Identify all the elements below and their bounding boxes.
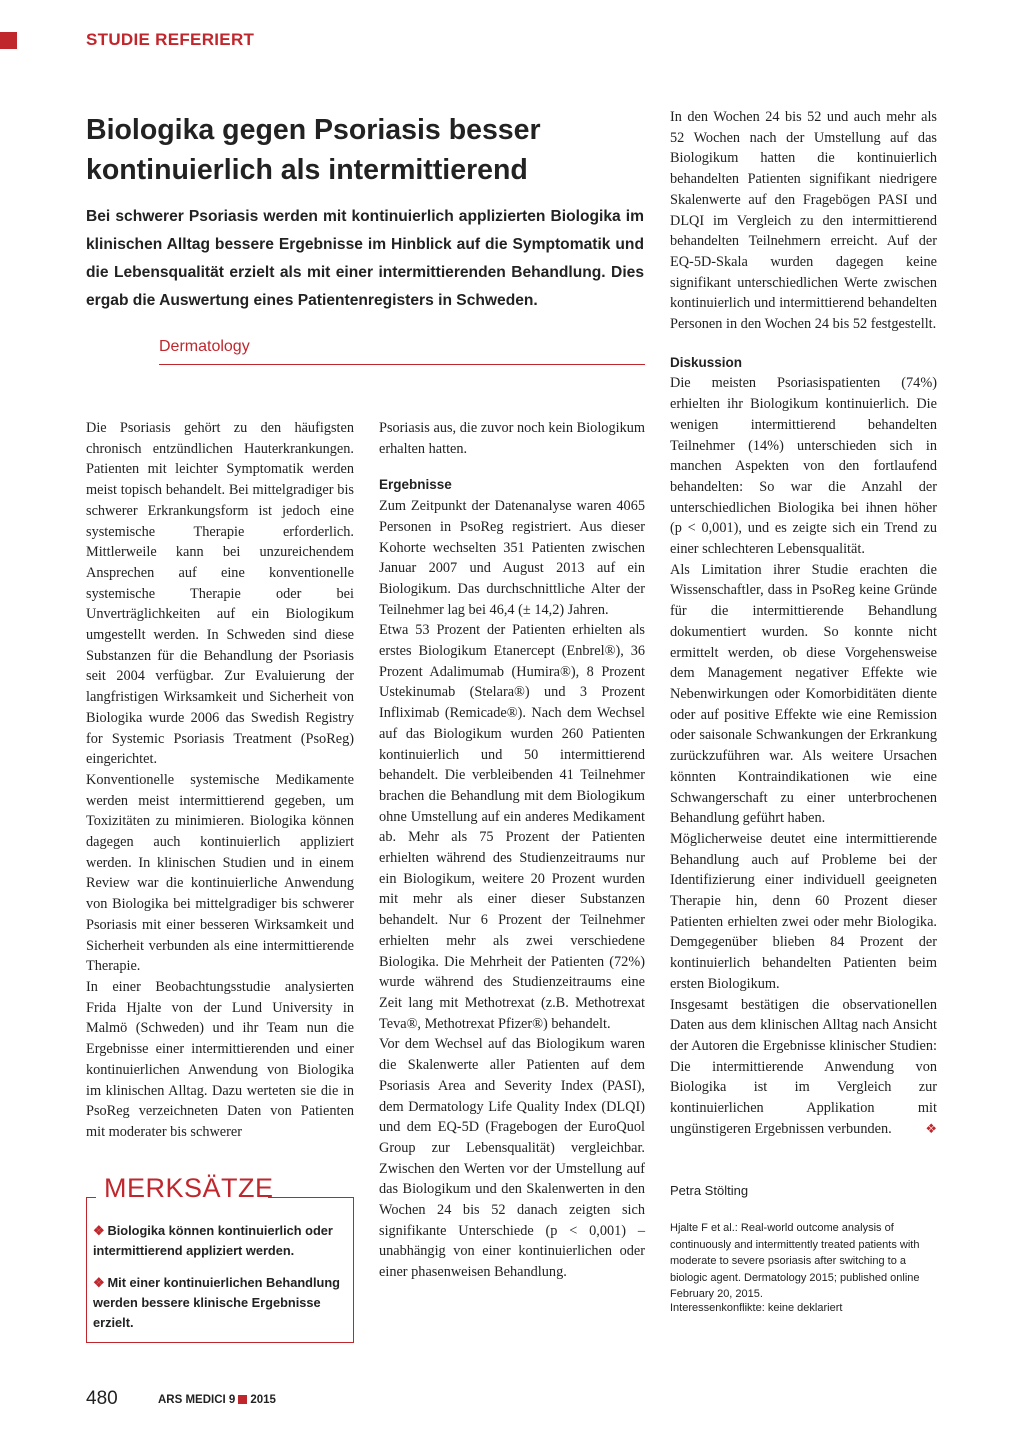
source-divider bbox=[159, 364, 645, 365]
keypoints-frame-top-right bbox=[268, 1197, 353, 1198]
paragraph: Konventionelle systemische Medikamente werden meist intermittierend gegeben, um Toxizitäten zu minimieren. Biologika können dagegen auch kontinuierlich appliziert werden. In klinischen Studien und in einem Review war die kontinuierliche Anwendung von Biologika bei mittelgradiger bis schwerer Psoriasis mit einer besseren Wirksamkeit und Sicherheit verbunden als eine intermittierende Therapie. bbox=[86, 771, 354, 975]
paragraph: Etwa 53 Prozent der Patienten erhielten als erstes Biologikum Etanercept (Enbrel®), 36 Prozent Adalimumab (Humira®), 8 Prozent Ustekinumab (Stelara®) und 3 Prozent Infliximab (Remicade®). Nach dem Wechsel auf das Biologikum wurden 260 Patienten kontinuierlich und 50 intermittierend behandelt. Die verbleibenden 41 Teilnehmer brachen die Behandlung mit dem Biologikum ohne Umstellung auf ein anderes Medikament ab. Mehr als 75 Prozent der Patienten erhielten während des Studienzeitraums nur ein Biologikum, weitere 20 Prozent wurden mit mehr als einer dieser Substanzen behandelt. Nur 6 Prozent der Teilnehmer erhielten mehr als zwei verschiedene Biologika. Die Mehrheit der Patienten (72%) wurde während des Studienzeitraums eine Zeit lang mit Methotrexat (z.B. Methotrexat Teva®, Methotrexat Pfizer®) behandelt. bbox=[379, 622, 645, 1032]
paragraph: In einer Beobachtungsstudie analysierten Frida Hjalte von der Lund University in Malmö (Schweden) und ihr Team nun die Ergebnisse einer intermittierenden und einer kontinuierlichen Anwendung von Biologika im klinischen Alltag. Dazu werteten sie die in PsoReg verzeichneten Daten von Patienten mit moderater bis schwerer bbox=[86, 978, 354, 1140]
keypoints-frame-top-left bbox=[86, 1197, 96, 1198]
journal-name: ARS MEDICI 9 bbox=[158, 1394, 236, 1406]
paragraph: Psoriasis aus, die zuvor noch kein Biologikum erhalten hatten. bbox=[379, 420, 645, 457]
keypoint-text: Biologika können kontinuierlich oder intermittierend appliziert werden. bbox=[93, 1223, 333, 1258]
section-heading-discussion: Diskussion bbox=[670, 354, 743, 370]
journal-footer bbox=[158, 1394, 276, 1406]
section-marker bbox=[0, 32, 17, 49]
section-heading-results: Ergebnisse bbox=[379, 477, 452, 493]
reference-citation: Hjalte F et al.: Real-world outcome analysis of continuously and intermittently treated patients with moderate to severe psoriasis after switching to a biologic agent. Dermatology 2015; published online February 20, 2015. bbox=[670, 1222, 920, 1301]
paragraph: In den Wochen 24 bis 52 und auch mehr als 52 Wochen nach der Umstellung auf das Biologikum hatten die kontinuierlich behandelten Patienten signifikant niedrigere Skalenwerte auf den Fragebögen PASI und DLQI im Vergleich zu den intermittierend behandelten Teilnehmern erreicht. Auf der EQ-5D-Skala wurden dagegen keine signifikant unterschiedlichen Werte zwischen kontinuierlich und intermittierend behandelten Personen in den Wochen 24 bis 52 festgestellt. bbox=[670, 109, 937, 333]
body-column-3 bbox=[670, 107, 937, 1139]
paragraph bbox=[670, 995, 937, 1140]
keypoint-item bbox=[93, 1273, 345, 1333]
section-label: STUDIE REFERIERT bbox=[86, 30, 255, 49]
paragraph: Möglicherweise deutet eine intermittierende Behandlung auch auf Probleme bei der Identifizierung einer individuell geeigneten Therapie hin, denn 60 Prozent dieser Patienten erhielten zwei oder mehr Biologika. Demgegenüber blieben 84 Prozent der kontinuierlich behandelten Patienten beim ersten Biologikum. bbox=[670, 830, 937, 992]
keypoints-title: MERKSÄTZE bbox=[104, 1173, 274, 1203]
paragraph: Die meisten Psoriasispatienten (74%) erhielten ihr Biologikum kontinuierlich. Die wenigen intermittierend behandelten Teilnehmer (14%) unterschieden sich in manchen Aspekten von den fortlaufend behandelten: So war die Anzahl der unterschiedlichen Biologika bei ihnen höher (p < 0,001), und es zeigte sich ein Trend zu einer schlechteren Lebensqualität. bbox=[670, 375, 937, 558]
bullet-icon: ❖ bbox=[93, 1275, 105, 1290]
article-source: Dermatology bbox=[159, 338, 250, 355]
paragraph-text: Insgesamt bestätigen die observationellen Daten aus dem klinischen Alltag nach Ansicht der Autoren die Ergebnisse klinischer Studien: Die intermittierende Anwendung von Biologika ist im Vergleich zur kontinuierlichen Applikation mit ungünstigeren Ergebnissen verbunden. bbox=[670, 996, 937, 1137]
page-number: 480 bbox=[86, 1388, 118, 1409]
bullet-icon: ❖ bbox=[93, 1223, 105, 1238]
body-column-2 bbox=[379, 418, 645, 1283]
keypoint-item bbox=[93, 1221, 345, 1261]
journal-year: 2015 bbox=[250, 1394, 276, 1406]
paragraph: Die Psoriasis gehört zu den häufigsten chronisch entzündlichen Hauterkrankungen. Patienten mit leichter Symptomatik werden meist topisch behandelt. Bei mittelgradiger bis schwerer Erkrankungsform ist jedoch eine systemische Therapie erforderlich. Mittlerweile kann bei unzureichendem Ansprechen auf eine konventionelle systemische Therapie oder bei Unverträglichkeiten auf ein Biologikum umgestellt werden. In Schweden sind diese Substanzen für die Behandlung der Psoriasis seit 2004 verfügbar. Zur Evaluierung der langfristigen Wirksamkeit und Sicherheit von Biologika wurde 2006 das Swedish Registry for Systemic Psoriasis Treatment (PsoReg) eingerichtet. bbox=[86, 420, 354, 768]
conflict-of-interest: Interessenkonflikte: keine deklariert bbox=[670, 1302, 843, 1314]
keypoint-text: Mit einer kontinuierlichen Behandlung werden bessere klinische Ergebnisse erzielt. bbox=[93, 1275, 340, 1330]
body-column-1 bbox=[86, 418, 354, 1143]
author-name: Petra Stölting bbox=[670, 1183, 749, 1198]
article-lead: Bei schwerer Psoriasis werden mit kontinuierlich applizierten Biologika im klinischen Alltag bessere Ergebnisse im Hinblick auf die Symptomatik und die Lebensqualität erzielt als mit einer intermittierenden Behandlung. Dies ergab die Auswertung eines Patientenregisters in Schweden. bbox=[86, 208, 644, 309]
paragraph: Zum Zeitpunkt der Datenanalyse waren 4065 Personen in PsoReg registriert. Aus dieser Kohorte wechselten 351 Patienten zwischen Januar 2007 und August 2013 auf ein Biologikum. Das durchschnittliche Alter der Teilnehmer lag bei 46,4 (± 14,2) Jahren. bbox=[379, 498, 645, 618]
paragraph: Vor dem Wechsel auf das Biologikum waren die Skalenwerte aller Patienten auf dem Psoriasis Area and Severity Index (PASI), dem Dermatology Life Quality Index (DLQI) und dem EQ-5D (Fragebogen der EuroQuol Group zur Lebensqualität) vergleichbar. Zwischen den Werten vor der Umstellung auf das Biologikum und den Skalenwerten in den Wochen 24 bis 52 danach zeigten sich signifikante Unterschiede (p < 0,001) – unabhängig von einer kontinuierlichen oder einer phasenweisen Behandlung. bbox=[379, 1036, 645, 1281]
paragraph: Als Limitation ihrer Studie erachten die Wissenschaftler, dass in PsoReg keine Gründe für die intermittierende Behandlung dokumentiert wurden. So konnte nicht ermittelt werden, ob diese Vorgehensweise dem Management negativer Effekte wie Nebenwirkungen oder Komorbiditäten diente oder auf positive Effekte wie eine Remission oder saisonale Schwankungen der Erkrankung zurückzuführen war. Als weitere Ursachen könnten Kontraindikationen wie eine Schwangerschaft zu einer unterbrochenen Behandlung geführt haben. bbox=[670, 561, 937, 827]
end-of-article-icon: ❖ bbox=[925, 1120, 937, 1136]
article-title: Biologika gegen Psoriasis besser kontinuierlich als intermittierend bbox=[86, 114, 541, 186]
footer-square-icon bbox=[238, 1395, 247, 1404]
